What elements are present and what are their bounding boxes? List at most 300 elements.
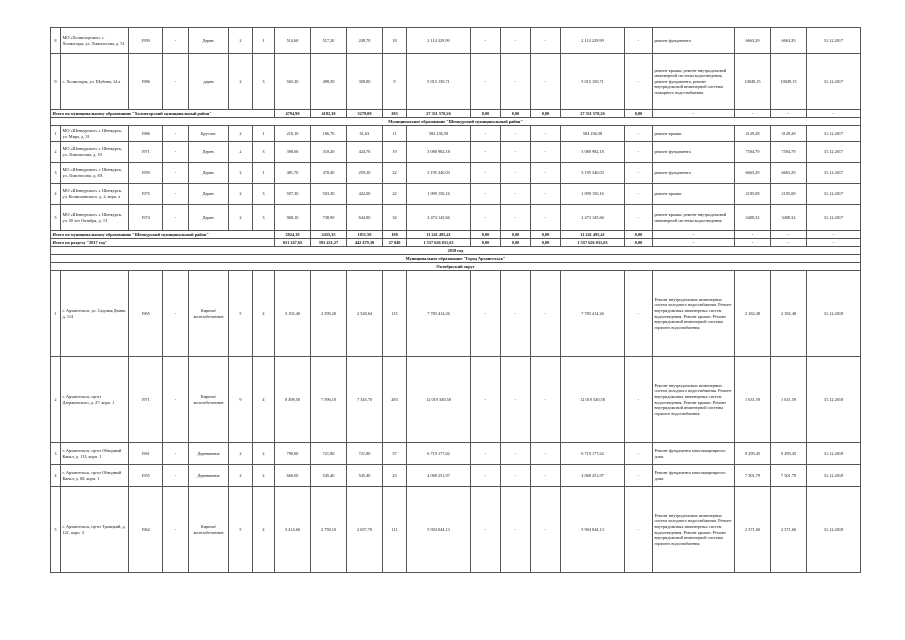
table-cell: 1975 [129,184,163,205]
total-value: 0,00 [501,231,531,239]
table-cell: 8 498,50 [275,357,311,443]
total-value: 4182,30 [311,110,347,118]
total-value: 0,00 [531,239,561,247]
table-cell: 3 414,60 [275,487,311,573]
table-cell: - [471,28,501,54]
table-cell: 644,80 [347,205,383,231]
section-header [51,118,861,126]
table-cell: 31.12.2017 [807,28,861,54]
table-cell: 2 473 145,66 [561,205,625,231]
work-type-cell: ремонт фундамента [653,28,735,54]
table-cell: 19 [383,142,407,163]
address-cell: МО «Холмогорское» с. Холмогоры, ул. Ломоносова, д. 51 [61,28,129,54]
table-cell: 514,60 [275,28,311,54]
total-value: 108 [383,231,407,239]
address-cell: МО «Шенкурское» г. Шенкурск, ул. Мира, д. 31 [61,126,129,142]
table-cell: 4 068 251,97 [407,465,471,487]
table-cell: 249,70 [347,28,383,54]
table-cell: 3 [51,163,61,184]
table-cell: 2 [51,357,61,443]
table-cell: Кирпич/ железобетонные [189,357,229,443]
table-cell: 3 195 340,03 [407,163,471,184]
table-cell: - [163,487,189,573]
table-cell: 216,10 [275,126,311,142]
table-cell: - [471,271,501,357]
table-cell: 1962 [129,487,163,573]
total-label: Итого по разделу "2017 год" [51,239,275,247]
table-cell: - [531,465,561,487]
table-row [51,126,861,142]
total-value: 1 557 626 031,63 [407,239,471,247]
table-row [51,28,861,54]
table-cell: - [501,205,531,231]
total-value: 11 241 495,41 [561,231,625,239]
address-cell: МО «Шенкурское» г. Шенкурск, ул. Ломоносова, д. 8А [61,163,129,184]
year-header [51,247,861,255]
table-cell: 3 [253,184,275,205]
table-cell: 1 [253,163,275,184]
table-cell: 2 [229,163,253,184]
total-value: 205 [383,110,407,118]
work-type-cell: ремонт фундамента [653,142,735,163]
table-cell: 31.12.2018 [807,271,861,357]
table-cell: 2185,08 [735,184,771,205]
table-cell: 2 371,60 [771,487,807,573]
total-value: 2455,35 [311,231,347,239]
table-cell: 1971 [129,357,163,443]
table-cell: 2 [229,54,253,110]
work-type-cell: Ремонт внутридомовых инженерных систем холодного водоснабжения. Ремонт внутридомовых инженерных систем водоотведения. Ремонт крыши. Ремонт внутридомовой инженерной системы горячего водоснабжения [653,271,735,357]
table-cell: 1986 [129,54,163,110]
table-cell: 1 [253,126,275,142]
table-cell: - [471,487,501,573]
table-cell: - [163,465,189,487]
table-cell: 2 [229,184,253,205]
table-cell: 478,40 [311,163,347,184]
total-value: 1 557 626 031,63 [561,239,625,247]
address-cell: МО «Шенкурское» г. Шенкурск, ул. 50 лет Октября, д. 13 [61,205,129,231]
table-row [51,465,861,487]
table-cell: 503,30 [311,184,347,205]
total-value: - [771,231,807,239]
table-cell: 3 195 340,03 [561,163,625,184]
table-cell: - [531,142,561,163]
table-cell: - [531,443,561,465]
table-cell: - [501,465,531,487]
table-cell: 968,10 [275,205,311,231]
table-row [51,54,861,110]
table-cell: - [625,142,653,163]
table-cell: - [471,465,501,487]
table-cell: 2 [229,126,253,142]
total-value: - [735,239,771,247]
table-cell: 2 [229,443,253,465]
table-cell: 283 [383,357,407,443]
table-cell: - [625,357,653,443]
table-cell: - [501,184,531,205]
table-row [51,205,861,231]
table-cell: - [625,54,653,110]
table-cell: 584 236,58 [407,126,471,142]
address-cell: г. Архангельск, пр-кт Обводный Канал, д. 68, корп. 1 [61,465,129,487]
table-cell: 1 [51,271,61,357]
table-cell: 31.12.2018 [807,465,861,487]
table-cell: 3 080 982,18 [407,142,471,163]
table-cell: 597,30 [275,184,311,205]
table-cell: 2 758,10 [311,487,347,573]
table-cell: 6663,29 [735,163,771,184]
table-cell: 5 [51,487,61,573]
table-cell: - [163,126,189,142]
table-cell: 5 [229,271,253,357]
total-value: 0,00 [625,239,653,247]
table-cell: - [501,163,531,184]
total-value: - [735,231,771,239]
table-cell: 8 [51,28,61,54]
table-cell: 9 [229,357,253,443]
total-value: 0,00 [531,231,561,239]
table-cell: Кирпич/ железобетонные [189,271,229,357]
table-cell: 1965 [129,271,163,357]
table-cell: Брусчат. [189,126,229,142]
table-cell: Кирпич/ железобетонные [189,487,229,573]
table-cell: - [531,357,561,443]
table-cell: 22 [383,184,407,205]
table-cell: 1959 [129,163,163,184]
table-cell: 498,50 [311,54,347,110]
table-cell: - [163,28,189,54]
table-cell: 565,20 [275,54,311,110]
total-value: - [653,239,735,247]
table-cell: 5 [51,205,61,231]
total-value: 593 431,27 [311,239,347,247]
table-cell: 31.12.2017 [807,54,861,110]
total-value: 27 311 570,26 [407,110,471,118]
table-cell: 12 019 340,58 [561,357,625,443]
total-value: - [771,239,807,247]
total-label: Итого по муниципальному образованию "Холмогорский муниципальный район" [51,110,275,118]
table-cell: 12 019 340,58 [407,357,471,443]
table-cell: 1971 [129,142,163,163]
work-type-cell: ремонт крыши [653,184,735,205]
table-cell: 721,80 [347,443,383,465]
table-cell: 5 015 150,71 [561,54,625,110]
table-cell: - [163,163,189,184]
table-cell: - [501,271,531,357]
table-cell: 5 015 150,71 [407,54,471,110]
work-type-cell: ремонт крыши, ремонт внутридомовой инженерной системы водоотведения [653,205,735,231]
table-cell: - [163,443,189,465]
table-cell: - [471,357,501,443]
table-cell: 6663,29 [771,163,807,184]
address-cell: МО «Шенкурское» г. Шенкурск, ул. Кочмолинского, д. 2, корп. а [61,184,129,205]
table-cell: 31.12.2017 [807,184,861,205]
table-cell: 2 371,60 [735,487,771,573]
table-row [51,443,861,465]
table-cell: 721,80 [311,443,347,465]
table-cell: 1 [253,28,275,54]
table-cell: - [501,487,531,573]
table-cell: 7 596,10 [311,357,347,443]
table-cell: - [531,28,561,54]
table-cell: 7 345,70 [347,357,383,443]
total-value: 3279,00 [347,110,383,118]
table-cell: 31.12.2018 [807,443,861,465]
work-type-cell: Ремонт фундамента многоквартирного дома [653,465,735,487]
address-cell: г. Архангельск, пр-кт Дзержинского, д. 27, корп. 1 [61,357,129,443]
address-cell: г. Архангельск, ул. Садовая Двина, д. 114 [61,271,129,357]
table-cell: 7 501,79 [771,465,807,487]
total-value: 0,00 [625,231,653,239]
table-cell: 1986 [129,126,163,142]
table-cell: 2 [229,205,253,231]
work-type-cell: Ремонт внутридомовых инженерных систем холодного водоснабжения. Ремонт внутридомовых инженерных систем водоотведения. Ремонт крыши. Ремонт внутридомовой инженерной системы горячего водоснабжения [653,357,735,443]
table-cell: 31.12.2017 [807,126,861,142]
table-cell: 3 [253,54,275,110]
table-cell: 1 [51,126,61,142]
section-header-title: Муниципальное образование "Город Архангельск" [51,255,861,263]
capital-repair-table [50,27,861,573]
table-cell: 2 114 229,99 [407,28,471,54]
table-cell: - [471,142,501,163]
table-cell: 3408,32 [771,205,807,231]
total-value: 1811,50 [347,231,383,239]
work-type-cell: Ремонт фундамента многоквартирного дома [653,443,735,465]
table-cell: 9 [51,54,61,110]
table-row [51,163,861,184]
table-cell: Дерев. [189,163,229,184]
table-cell: 1955 [129,465,163,487]
table-cell: - [471,205,501,231]
table-cell: 2 114 229,99 [561,28,625,54]
table-cell: - [531,271,561,357]
table-cell: 1 099 150,16 [561,184,625,205]
grand-total-row [51,239,861,247]
table-cell: - [625,271,653,357]
table-cell: 31.12.2017 [807,163,861,184]
total-label: Итого по муниципальному образованию "Шенкурский муниципальный район" [51,231,275,239]
table-cell: 4 068 251,97 [561,465,625,487]
table-cell: - [471,443,501,465]
table-cell: 424,70 [347,142,383,163]
table-cell: 31.12.2018 [807,357,861,443]
table-cell: - [471,126,501,142]
table-cell: 10049,15 [735,54,771,110]
table-cell: - [625,28,653,54]
subtotal-row [51,231,861,239]
table-cell: 2185,08 [771,184,807,205]
table-cell: - [501,443,531,465]
total-value: - [771,110,807,118]
table-cell: 318,20 [311,142,347,163]
table-cell: 4 [253,357,275,443]
total-value: - [653,110,735,118]
table-row [51,271,861,357]
table-cell: - [531,205,561,231]
table-cell: 790,60 [275,443,311,465]
table-cell: - [471,184,501,205]
table-cell: 3408,32 [735,205,771,231]
total-value: - [807,110,861,118]
total-value: 4794,90 [275,110,311,118]
table-cell: 1974 [129,205,163,231]
table-cell: 115 [383,271,407,357]
table-cell: 1 631,59 [771,357,807,443]
table-cell: 3129,28 [735,126,771,142]
table-cell: 4 [253,271,275,357]
table-cell: - [163,184,189,205]
table-cell: дерев [189,54,229,110]
table-cell: - [625,184,653,205]
table-cell: 3129,28 [771,126,807,142]
table-cell: 7 783 414,26 [407,271,471,357]
work-type-cell: ремонт фундамента [653,163,735,184]
table-cell: 5 904 044,13 [561,487,625,573]
table-cell: 2 [253,465,275,487]
table-cell: 1959 [129,28,163,54]
table-cell: 3 [253,142,275,163]
table-cell: 111 [383,487,407,573]
table-row [51,142,861,163]
address-cell: МО «Шенкурское» г. Шенкурск, ул. Ломоносова, д. 10 [61,142,129,163]
total-value: - [807,231,861,239]
table-cell: 7 501,79 [735,465,771,487]
table-cell: - [471,54,501,110]
table-cell: - [625,205,653,231]
table-cell: - [625,163,653,184]
total-value: 11 241 495,41 [407,231,471,239]
table-cell: Дерев. [189,28,229,54]
table-cell: - [625,443,653,465]
table-cell: 61,63 [347,126,383,142]
table-cell: 738,90 [311,205,347,231]
table-cell: - [471,163,501,184]
table-cell: 390,60 [275,142,311,163]
table-cell: Деревянные [189,465,229,487]
table-cell: - [625,126,653,142]
table-cell: - [501,142,531,163]
table-cell: 9 299,45 [735,443,771,465]
table-cell: 3 [253,205,275,231]
subtotal-row [51,110,861,118]
table-cell: - [531,126,561,142]
table-body [51,28,861,573]
total-value: 0,00 [501,239,531,247]
table-cell: Деревянные [189,443,229,465]
table-cell: 2 [229,465,253,487]
table-cell: - [531,184,561,205]
table-cell: 584 236,58 [561,126,625,142]
table-cell: 31.12.2018 [807,487,861,573]
total-value: - [653,231,735,239]
table-cell: 5 [229,487,253,573]
table-cell: 23 [383,465,407,487]
table-cell: 2 473 145,66 [407,205,471,231]
table-cell: 31.12.2017 [807,205,861,231]
table-cell: - [163,271,189,357]
table-cell: 4 [51,465,61,487]
table-cell: 3 080 982,18 [561,142,625,163]
table-cell: - [531,487,561,573]
table-cell: 2 [229,142,253,163]
total-value: 0,00 [625,110,653,118]
table-cell: 481,70 [275,163,311,184]
total-value: 442 479,30 [347,239,383,247]
district-header [51,263,861,271]
table-cell: - [501,126,531,142]
table-cell: 2 599,20 [311,271,347,357]
table-cell: 1 631,59 [735,357,771,443]
table-cell: 4 [253,487,275,573]
table-cell: Дерев. [189,205,229,231]
table-cell: 6 719 177,62 [407,443,471,465]
total-value: 651 247,65 [275,239,311,247]
table-cell: 9 299,45 [771,443,807,465]
table-cell: - [625,465,653,487]
district-header-title: Октябрьский округ [51,263,861,271]
table-cell: 18 [383,28,407,54]
table-cell: - [163,205,189,231]
table-cell: Дерев. [189,142,229,163]
table-cell: 2 182,48 [771,271,807,357]
table-cell: - [163,142,189,163]
table-cell: - [625,487,653,573]
table-cell: 22 [383,163,407,184]
total-value: 0,00 [501,110,531,118]
address-cell: с. Холмогоры, ул. Шубина, 14 а [61,54,129,110]
work-type-cell: Ремонт внутридомовых инженерных систем холодного водоснабжения. Ремонт внутридомовых инженерных систем водоотведения. Ремонт крыши. Ремонт внутридомовой инженерной системы горячего водоснабжения [653,487,735,573]
work-type-cell: ремонт крыши [653,126,735,142]
table-row [51,487,861,573]
total-value: 0,00 [471,231,501,239]
address-cell: г. Архангельск, пр-кт Троицкий, д. 121, корп. 3 [61,487,129,573]
table-cell: 1961 [129,443,163,465]
table-cell: - [501,54,531,110]
total-value: 0,00 [471,239,501,247]
total-value: 0,00 [471,110,501,118]
table-cell: - [501,357,531,443]
table-cell: 308,80 [347,54,383,110]
table-row [51,184,861,205]
table-cell: 7504,79 [771,142,807,163]
table-cell: Дерев. [189,184,229,205]
table-cell: 2 182,48 [735,271,771,357]
table-cell: - [163,54,189,110]
table-cell: 545,40 [347,465,383,487]
table-cell: 2 528,64 [347,271,383,357]
table-cell: - [531,54,561,110]
table-cell: 11 [383,126,407,142]
table-cell: 7 783 414,26 [561,271,625,357]
table-cell: 3 [51,443,61,465]
table-cell: 4 [51,184,61,205]
table-cell: 6663,29 [771,28,807,54]
total-value: 2824,10 [275,231,311,239]
table-cell: 1 099 150,16 [407,184,471,205]
table-cell: 660,00 [275,465,311,487]
table-cell: - [163,357,189,443]
table-cell: 186,70 [311,126,347,142]
table-cell: 422,00 [347,184,383,205]
table-cell: 9 [383,54,407,110]
table-cell: 2 [51,142,61,163]
total-value: - [807,239,861,247]
work-type-cell: ремонт крыши, ремонт внутридомовой инженерной системы водоотведения, ремонт фундамента, ремонт внутридомовой инженерной системы пожарного водоснабжения [653,54,735,110]
table-cell: 3 192,40 [275,271,311,357]
section-header-title: Муниципальное образование "Шенкурский муниципальный район" [51,118,861,126]
table-cell: 37 [383,443,407,465]
table-cell: 31.12.2017 [807,142,861,163]
